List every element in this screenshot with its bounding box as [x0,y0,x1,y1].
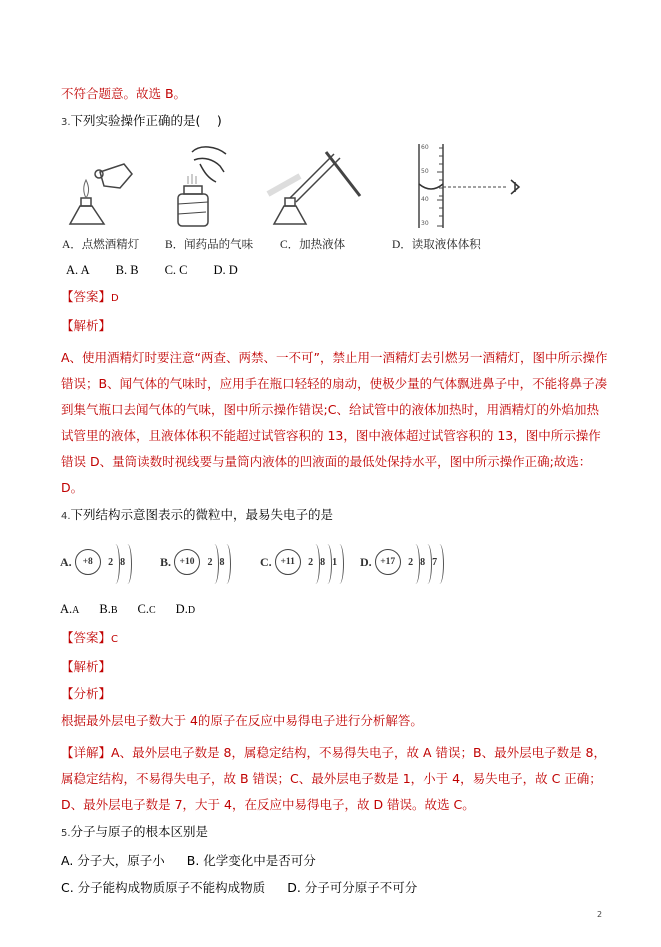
answer-label: 【答案】 [61,630,112,645]
figure-label-b: B．闻药品的气味 [165,239,254,251]
option-b-label[interactable]: B. [99,602,111,616]
option-b-value[interactable]: B [110,605,118,616]
shell: 8 [216,557,228,568]
nucleus: +17 [375,549,401,575]
shell: 2 [105,557,117,568]
question-number: 5. [61,828,71,839]
nucleus: +11 [275,549,301,575]
option-b[interactable]: B. B [115,263,139,277]
question-3-analysis-label: 【解析】 [61,318,112,333]
question-text: 下列实验操作正确的是( ) [70,113,222,128]
question-5-title [61,824,609,842]
question-3-answer [61,289,609,307]
answer-value: D [111,293,119,304]
question-3-title [61,113,609,131]
option-a-value[interactable]: A [72,605,80,616]
figure-label-d: D．读取液体体积 [392,239,481,251]
shell: 8 [117,557,129,568]
heat-test-tube-icon [260,142,370,236]
shell: 8 [417,557,429,568]
atom-diagram-b [160,549,228,575]
nucleus: +8 [75,549,101,575]
answer-label: 【答案】 [61,289,112,304]
option-a-label[interactable]: A. [60,602,73,616]
atom-label: A. [60,554,72,569]
option-d-value[interactable]: D [187,605,196,616]
question-4-fenxi-label: 【分析】 [61,686,112,701]
question-number: 3. [61,117,71,128]
answer-value: C [111,634,118,645]
atom-diagram-d [360,549,441,575]
atom-label: B. [160,554,172,569]
question-4-atom-diagrams [60,539,480,591]
atom-diagram-a [60,549,129,575]
shell: 7 [429,557,441,568]
atom-label: C. [260,554,272,569]
detail-text: A、最外层电子数是 8，属稳定结构，不易得失电子，故 A 错误；B、最外层电子数是 8，属稳定结构，不易得失电子，故 B 错误；C、最外层电子数是 1，小于 4，易失电子，故 C 正确；D、最外层电子数是 7，大于 4，在反应中易得电子，故 D 错误。故选 C。 [61,745,606,812]
smell-bottle-icon [164,142,244,236]
scale-50: 50 [421,168,429,175]
option-c-value[interactable]: C [149,605,156,616]
shell: 2 [305,557,317,568]
graduated-cylinder-icon [407,142,537,236]
scale-60: 60 [421,144,429,151]
shell: 2 [405,557,417,568]
nucleus: +10 [174,549,200,575]
alcohol-lamp-lighting-icon [62,142,152,236]
question-4-analysis-label: 【解析】 [61,659,112,674]
question-4-options [60,601,661,619]
question-5-options-row-2 [61,880,609,896]
scale-40: 40 [421,196,429,203]
page-number: 2 [597,910,603,919]
figure-label-c: C．加热液体 [280,239,346,251]
scale-30: 30 [421,220,429,227]
option-d-label[interactable]: D. [175,602,188,616]
question-number: 4. [61,511,71,522]
shell: 8 [317,557,329,568]
question-3-options [66,262,661,278]
option-c[interactable]: C. 分子能构成物质原子不能构成物质 [61,880,266,895]
atom-label: D. [360,554,372,569]
question-text: 分子与原子的根本区别是 [70,824,209,839]
option-c-label[interactable]: C. [137,602,149,616]
question-text: 下列结构示意图表示的微粒中，最易失电子的是 [70,507,334,522]
shell: 1 [329,557,341,568]
question-4-title [61,507,609,525]
figure-label-a: A．点燃酒精灯 [62,239,140,251]
option-d[interactable]: D. 分子可分原子不可分 [287,880,418,895]
question-4-answer [61,630,609,648]
option-a[interactable]: A. A [66,263,90,277]
question-4-detail [61,740,609,818]
question-4-fenxi: 根据最外层电子数大于 4的原子在反应中易得电子进行分析解答。 [61,713,423,728]
option-b[interactable]: B. 化学变化中是否可分 [186,853,316,868]
atom-diagram-c [260,549,341,575]
shell: 2 [204,557,216,568]
previous-answer-tail: 不符合题意。故选 B。 [61,86,187,101]
question-5-options-row-1 [61,853,609,869]
question-3-figures [62,142,602,254]
option-d[interactable]: D. D [213,263,238,277]
option-a[interactable]: A. 分子大，原子小 [61,853,165,868]
question-3-analysis: A、使用酒精灯时要注意“两查、两禁、一不可”，禁止用一酒精灯去引燃另一酒精灯，图中所示操作错误；B、闻气体的气味时，应用手在瓶口轻轻的扇动，使极少量的气体飘进鼻子中，不能将鼻子凑到集气瓶口去闻气体的气味，图中所示操作错误;C、给试管中的液体加热时，用酒精灯的外焰加热试管里的液体，且液体体积不能超过试管容积的 13，图中液体超过试管容积的 13，图中所示操作错误 D、量筒读数时视线要与量筒内液体的凹液面的最低处保持水平，图中所示操作正确;故选：D。 [61,350,608,495]
option-c[interactable]: C. C [164,263,188,277]
detail-label: 【详解】 [61,745,112,760]
